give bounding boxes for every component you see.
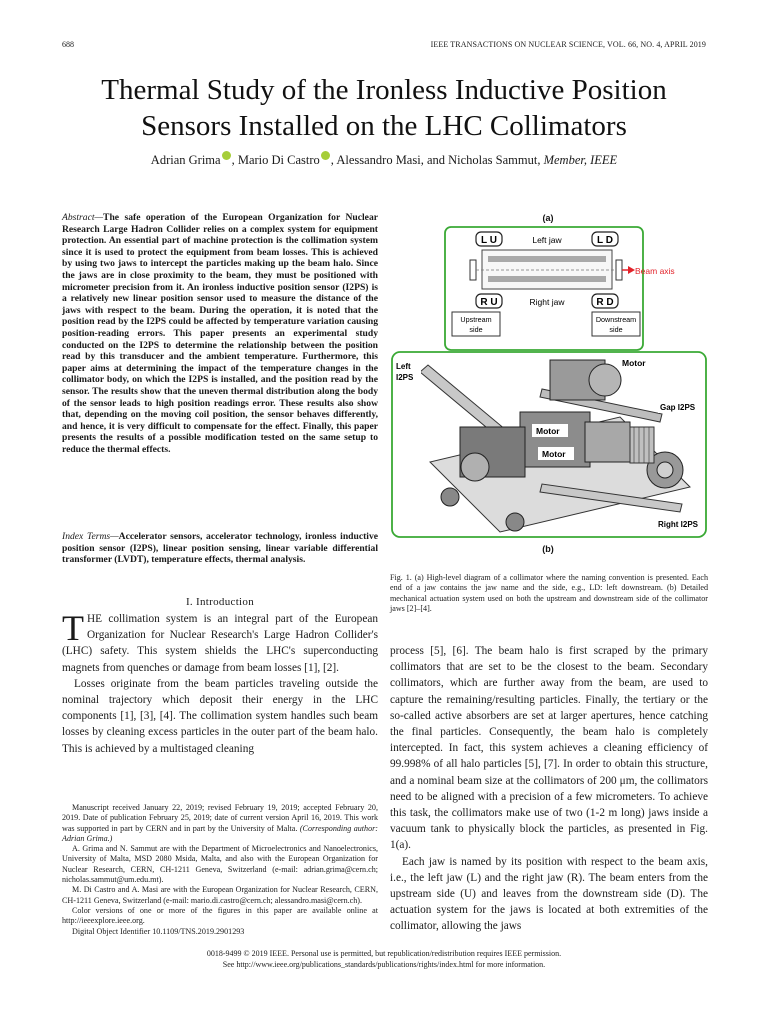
label-upstream: Upstream bbox=[460, 315, 492, 324]
footnote-affiliation-2: M. Di Castro and A. Masi are with the European Organization for Nuclear Research, CERN, CH-1211 Geneva, Switzerland (e-mail: mario.di.castro@cern.ch; alessandro.masi@cern.ch). bbox=[62, 885, 378, 905]
label-motor-top: Motor bbox=[622, 358, 646, 368]
right-paragraph-1: process [5], [6]. The beam halo is first scraped by the primary collimators that are set to be the closest to the beam. Secondary collimators, which are further away from the beam, are used to capture the remaining/resulting particles. Finally, the tertiary or the so-called active absorbers are set at larger apertures, hence catching the final particles. Consequently, the beam halo is completely intercepted. In fact, this system achieves a cleaning efficiency of 99.998% of all halo particles [5], [7]. In order to obtain this structure, and a nominal beam size at the collimators of 200 μm, the collimators need to be aligned with a precision of a few micrometers. To achieve this task, the collimators make use of two (1-2 m long) jaws inside a vacuum tank to physically block the particles, as presented in Fig. 1(a). bbox=[390, 645, 708, 852]
label-right-jaw: Right jaw bbox=[529, 297, 565, 307]
copyright-line-1: 0018-9499 © 2019 IEEE. Personal use is permitted, but republication/redistribution requires IEEE permission. bbox=[206, 949, 562, 958]
member-label: Member, IEEE bbox=[543, 153, 618, 168]
fig-label-b: (b) bbox=[542, 544, 554, 554]
label-ld: L D bbox=[597, 235, 613, 246]
downstream-flange bbox=[616, 260, 622, 280]
label-lu: L U bbox=[481, 235, 497, 246]
figure-1 bbox=[390, 212, 708, 567]
abstract-text: The safe operation of the European Organization for Nuclear Research Large Hadron Collider relies on a complex system for equipment protection. An essential part of machine protection is the collimation system since it is used to protect the equipment from beam losses. This is achieved by using two jaws to intercept the particles making up the beam halo. Since the jaws are in close proximity to the beam, they must be positioned with micrometer precision from it. An ironless inductive position sensor (I2PS) is a relatively new linear position sensor used to measure the distance of the jaws with respect to the beam. During the operation, it is noted that the position read by the I2PS could be affected by temperature variation causing position-reading errors. This paper presents an experimental study conducted on the I2PS to determine the relationship between the position read by this transducer and the ambient temperature. Furthermore, this paper aims at determining the impact of the temperature changes in the collimator body, on which the I2PS is installed, and the position read by the sensor. The results show that the uneven thermal distribution along the body of the sensor leads to high position readings error. These results also show that, depending on the moving coil position, the sensor behaves differently, and hence, it is very difficult to compensate for the effect. Finally, this paper presents the results of a possible modification tested on the same setup to reduce the thermal effects. bbox=[62, 212, 378, 455]
intro-paragraph-1: THE collimation system is an integral part of the European Organization for Nuclear Research's Large Hadron Collider's (LHC) safety. This system shields the LHC's superconducting magnets from quenches or damage from beam losses [1], [2]. bbox=[62, 608, 378, 674]
label-ru: R U bbox=[480, 297, 498, 308]
footnote-doi: Digital Object Identifier 10.1109/TNS.2019.2901293 bbox=[72, 926, 245, 936]
right-column-body bbox=[390, 643, 708, 935]
paper-title bbox=[0, 72, 768, 144]
label-beam-axis: Beam axis bbox=[635, 266, 675, 276]
intro-body bbox=[62, 608, 378, 757]
journal-header: IEEE TRANSACTIONS ON NUCLEAR SCIENCE, VOL. 66, NO. 4, APRIL 2019 bbox=[430, 40, 706, 49]
index-terms-lead: Index Terms— bbox=[62, 531, 119, 542]
intro-paragraph-2: Losses originate from the beam particles traveling outside the nominal trajectory which deposit their energy in the LHC components [1], [3], [4]. The collimation system handles such beam losses by cleaning excess particles in the outer part of the beam halo. This is achieved by a multistaged cleaning bbox=[62, 677, 378, 755]
actuation-drawing bbox=[392, 352, 706, 537]
beam-arrow-head bbox=[628, 266, 635, 274]
abstract-lead: Abstract— bbox=[62, 212, 104, 223]
orcid-icon[interactable] bbox=[321, 151, 330, 160]
bellows bbox=[630, 427, 654, 463]
upstream-flange bbox=[470, 260, 476, 280]
label-left-i2ps-2: I2PS bbox=[396, 373, 414, 382]
wheel-bottom bbox=[506, 513, 524, 531]
label-left-jaw: Left jaw bbox=[532, 235, 562, 245]
label-upstream-side: side bbox=[469, 325, 483, 334]
label-left-i2ps-1: Left bbox=[396, 362, 411, 371]
index-terms-text: Accelerator sensors, accelerator technology, ironless inductive position sensor (I2PS), linear position sensing, linear variable differential transformer (LVDT), temperature effects, thermal analysis. bbox=[62, 531, 379, 566]
author-1: Adrian Grima bbox=[150, 153, 221, 168]
label-motor-left: Motor bbox=[542, 449, 566, 459]
title-line-1: Thermal Study of the Ironless Inductive Position bbox=[101, 74, 667, 106]
dropcap: T bbox=[62, 608, 84, 648]
figure-1-caption: Fig. 1. (a) High-level diagram of a collimator where the naming convention is presented. Each end of a jaw contains the jaw name and the side, e.g., LD: left downstream. (b) Detailed mechanical actuation system used on both the upstream and downstream side of the collimator jaws [2]–[4]. bbox=[390, 573, 708, 613]
footnote-color: Color versions of one or more of the figures in this paper are available online at http://ieeexplore.ieee.org. bbox=[62, 905, 378, 926]
label-downstream-side: side bbox=[609, 325, 623, 334]
label-gap-i2ps: Gap I2PS bbox=[660, 403, 696, 412]
collimator-tank bbox=[482, 250, 612, 289]
copyright-line-2[interactable]: See http://www.ieee.org/publications_standards/publications/rights/index.html for more information. bbox=[222, 960, 546, 969]
wheel-left bbox=[441, 488, 459, 506]
author-2: , Mario Di Castro bbox=[231, 153, 320, 168]
top-motor-disc bbox=[589, 364, 621, 396]
gear-housing bbox=[585, 422, 630, 462]
orcid-icon[interactable] bbox=[222, 151, 231, 160]
left-motor-disc bbox=[461, 453, 489, 481]
label-motor-middle: Motor bbox=[536, 426, 560, 436]
figure-1-graphic bbox=[390, 212, 708, 562]
title-line-2: Sensors Installed on the LHC Collimators bbox=[141, 110, 627, 142]
index-terms bbox=[62, 531, 378, 566]
copyright-notice bbox=[0, 948, 768, 970]
footnotes bbox=[62, 803, 378, 937]
author-3: , Alessandro Masi, and Nicholas Sammut, bbox=[330, 153, 544, 168]
right-paragraph-2: Each jaw is named by its position with respect to the beam axis, i.e., the left jaw (L) and the right jaw (R). The beam enters from the upstream side (U) and leaves from the downstream side (D). The actuation system for the jaws is located at both extremities of the collimator, allowing the jaws bbox=[390, 855, 708, 933]
footnote-affiliation-1: A. Grima and N. Sammut are with the Department of Microelectronics and Nanoelectronics, University of Malta, MSD 2080 Msida, Malta, and also with the European Organization for Nuclear Research, CERN, CH-1211 Geneva, Switzerland (e-mail: adrian.grima@cern.ch; nicholas.sammut@um.edu.mt). bbox=[62, 844, 378, 885]
fig-label-a: (a) bbox=[542, 213, 554, 223]
label-rd: R D bbox=[596, 297, 614, 308]
author-list bbox=[0, 150, 768, 168]
label-downstream: Downstream bbox=[595, 315, 637, 324]
right-end-hub bbox=[657, 462, 673, 478]
label-right-i2ps: Right I2PS bbox=[658, 520, 699, 529]
section-heading: I. Introduction bbox=[185, 596, 255, 608]
abstract bbox=[62, 212, 378, 455]
right-jaw-bar bbox=[488, 276, 606, 282]
footnote-manuscript: Manuscript received January 22, 2019; revised February 19, 2019; accepted February 20, 2019. Date of publication February 25, 2019; date of current version April 16, 2019. This work was supported in part by CERN and in part by the University of Malta. (Corresponding author: Adrian Grima.) bbox=[62, 803, 378, 843]
left-jaw-bar bbox=[488, 256, 606, 262]
page-number: 688 bbox=[62, 40, 74, 49]
